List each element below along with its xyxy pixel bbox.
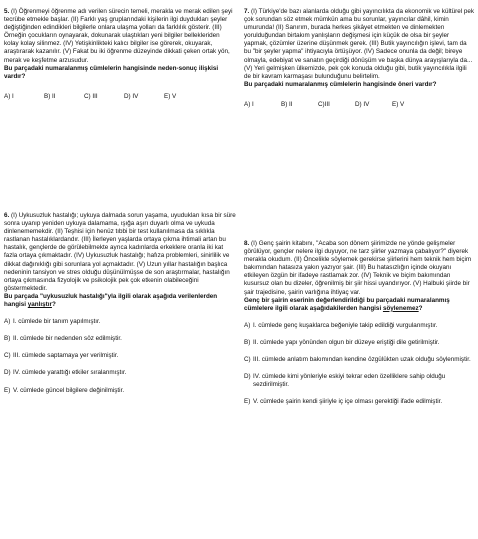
option-text: V. cümlede şairin kendi şiiriyle iç içe olması gerektiği ifade edilmiştir. bbox=[253, 398, 443, 406]
question-5 bbox=[4, 8, 236, 101]
option-text: III. cümlede saptamaya yer verilmiştir. bbox=[13, 352, 119, 360]
question-6-option-b[interactable] bbox=[4, 335, 236, 343]
question-5-passage bbox=[4, 8, 236, 65]
question-7-options bbox=[244, 101, 474, 109]
option-text: IV. cümlede yarattığı etkiler sıralanmıştır. bbox=[13, 369, 127, 377]
question-7-option-d[interactable]: D) IV bbox=[355, 100, 370, 108]
question-8-passage-text: (I) Genç şairin kitabını, "Acaba son dönem şiirimizde ne yönde gelişmeler görülüyor, gençler nelere ilgi duyuyor, ne tarz şiirler yazmaya çabalıyor?" diyerek merakla okudum. (II) Öncelikle söylemek gerekirse şiirlerini hem teknik hem biçim bakımından hatasıza yakın yazıyor şair. (III) Bu hatasızlığın içinde okuyanı etkileyen özgün bir ifadeye rastlamak zor. (IV) Teknik ve biçim bakımından kusursuz olan bu dizeler, öğrenilmiş bir şiir hissi uyandırıyor. (V) Halbuki şiirde bir şair trajedisine, şairin varlığına ihtiyaç var. bbox=[244, 240, 472, 296]
question-5-options bbox=[4, 93, 236, 101]
question-5-option-d[interactable]: D) IV bbox=[124, 92, 139, 100]
question-5-option-a[interactable]: A) I bbox=[4, 92, 14, 100]
option-letter: D) bbox=[244, 373, 251, 381]
question-8-stem-text: Genç bir şairin eserinin değerlendirildiği bu parçadaki numaralanmış cümlelere ilgili olarak aşağıdakilerden hangisi bbox=[244, 296, 450, 312]
option-letter: C) bbox=[4, 352, 11, 360]
question-8-passage bbox=[244, 240, 474, 297]
question-7 bbox=[244, 8, 474, 109]
option-letter: A) bbox=[4, 318, 11, 326]
question-7-stem: Bu parçadaki numaralanmış cümlelerin hangisinde öneri vardır? bbox=[244, 80, 437, 88]
option-text: IV. cümlede kimi yönleriyle eskiyi tekrar eden özelliklere sahip olduğu sezdirilmiştir. bbox=[253, 373, 446, 389]
question-5-number: 5. bbox=[4, 8, 10, 15]
question-5-option-b[interactable]: B) II bbox=[44, 92, 56, 100]
option-letter: B) bbox=[244, 338, 251, 346]
option-letter: E) bbox=[244, 398, 251, 406]
option-text: I. cümlede bir tanım yapılmıştır. bbox=[13, 318, 101, 326]
question-8-option-d[interactable] bbox=[244, 373, 474, 389]
question-5-option-e[interactable]: E) V bbox=[164, 92, 177, 100]
question-6-option-e[interactable] bbox=[4, 387, 236, 395]
question-7-option-b[interactable]: B) II bbox=[281, 100, 293, 108]
question-6 bbox=[4, 212, 236, 395]
question-7-passage-text: (I) Türkiye'de bazı alanlarda olduğu gibi yayıncılıkta da ekonomik ve kültürel pek çok sorundan söz etmek mümkün ama bu sorunlar, yayıncılar dâhil, kimin umurunda! (II) Sanırım, burada herkes şikâyet etmekten ve dinlemekten yorulduğundan birtakım yanlışların değişmesi için küçük de olsa bir şeyler yapmak, çözümler üzerine düşünmek gerek. (III) Butik yayıncılığın işlevi, tam da bu "bir şeyler yapma" ihtiyacıyla örtüşüyor. (IV) Sadece onunla da değil; bireye olmayla, edebiyat ve sanatın geçirdiği dönüşüm ve başka dünya arayışlarıyla da... (V) Yeri gelmişken ülkemizde, pek çok konuda olduğu gibi, butik yayıncılıkla ilgili de bir kavram karmaşası bulunduğunu belirtelim. bbox=[244, 8, 475, 80]
question-8-option-c[interactable] bbox=[244, 356, 474, 364]
option-letter: A) bbox=[244, 321, 251, 329]
question-8 bbox=[244, 240, 474, 406]
question-8-stem bbox=[244, 297, 474, 313]
question-6-stem-underlined: yanlıştır bbox=[27, 301, 52, 309]
question-8-stem-underlined: söylenemez bbox=[382, 304, 419, 312]
question-6-option-d[interactable] bbox=[4, 369, 236, 377]
option-letter: E) bbox=[4, 386, 11, 394]
question-6-passage bbox=[4, 212, 236, 293]
option-text: II. cümlede bir nedenden söz edilmiştir. bbox=[13, 335, 122, 343]
question-6-options bbox=[4, 318, 236, 394]
question-7-passage bbox=[244, 8, 474, 81]
question-8-options bbox=[244, 322, 474, 407]
option-letter: D) bbox=[4, 369, 11, 377]
question-5-passage-text: (I) Öğrenmeyi öğrenme adı verilen sürecin temeli, merakla ve merak edilen şeyi tecrübe etmekle başlar. (II) Farklı yaş gruplarındaki kişilerin ilgi duydukları şeyler değiştiğinden edindikleri bilgilerle onlara ulaşma yolları da farklılık gösterir. (III) Örneğin çocukların oynayarak, dokunarak ulaştıkları yeni bilgiler bellekleriden kolay kolay silinmez. (IV) Yetişkinlikteki kalıcı bilgiler ise görerek, okuyarak, araştırarak kazanılır. (V) Fakat bu iki öğrenme düzeyinde dikkati çeken ortak yön, merak ve keşfetme arzusudur. bbox=[4, 8, 233, 64]
question-6-stem-end: ? bbox=[51, 301, 56, 309]
question-8-option-e[interactable] bbox=[244, 398, 474, 406]
question-6-stem bbox=[4, 293, 236, 309]
option-text: I. cümlede genç kuşaklarca beğeniyle takip edildiği vurgulanmıştır. bbox=[253, 321, 438, 329]
option-text: V. cümlede güncel bilgilere değinilmiştir. bbox=[13, 386, 125, 394]
question-5-stem: Bu parçadaki numaralanmış cümlelerin hangisinde neden-sonuç ilişkisi vardır? bbox=[4, 64, 219, 80]
question-6-number: 6. bbox=[4, 212, 10, 219]
question-8-option-b[interactable] bbox=[244, 339, 474, 347]
question-8-number: 8. bbox=[244, 240, 250, 247]
question-7-option-e[interactable]: E) V bbox=[392, 100, 405, 108]
option-letter: B) bbox=[4, 335, 11, 343]
question-7-option-a[interactable]: A) I bbox=[244, 100, 254, 108]
question-6-stem-text: Bu parçada "uykusuzluk hastalığı"yla ilgili olarak aşağıda verilenlerden hangisi bbox=[4, 292, 218, 309]
question-6-option-a[interactable] bbox=[4, 318, 236, 326]
question-8-option-a[interactable] bbox=[244, 322, 474, 330]
question-6-passage-text: (I) Uykusuzluk hastalığı; uykuya dalmada sorun yaşama, uyudukları kısa bir süre sonra uyanıp yeniden uykuya dalamama, ışığa aşırı duyarlı olma ve uykuda dinlenememekdir. (II) Teşhisi için henüz tıbbi bir test kullanılmasa da sıklıkla rastlanan hastalıklardandır. (III) İlerleyen yaşlarda ortaya çıkma ihtimali artan bu hastalık, gençlerde de görülebilmekte ayrıca kadınlarda erkeklere oranla iki kat fazla ortaya çıkmaktadır. (IV) Uykusuzluk hastalığı; hafıza problemleri, sinirlilik ve dikkat dağınıklığı gibi sorunlara yol açmaktadır. (V) Uzun yıllar hastalığın başlıca nedeninin tansiyon ve stres olduğu düşünülmüşse de son araştırmalar, hastalığın ortaya çıkmasında fizyolojik ve psikolojik pek çok etkenin olabileceğini göstermektedir. bbox=[4, 212, 236, 292]
question-7-number: 7. bbox=[244, 8, 250, 15]
option-text: II. cümlede yapı yönünden olgun bir düzeye eriştiği dile getirilmiştir. bbox=[253, 338, 440, 346]
question-8-stem-end: ? bbox=[418, 304, 423, 312]
option-text: III. cümlede anlatım bakımından kendine özgülükten uzak olduğu söylenmiştir. bbox=[253, 356, 471, 364]
option-letter: C) bbox=[244, 356, 251, 364]
question-7-option-c[interactable]: C)III bbox=[318, 100, 330, 108]
question-5-option-c[interactable]: C) III bbox=[84, 92, 98, 100]
question-6-option-c[interactable] bbox=[4, 352, 236, 360]
